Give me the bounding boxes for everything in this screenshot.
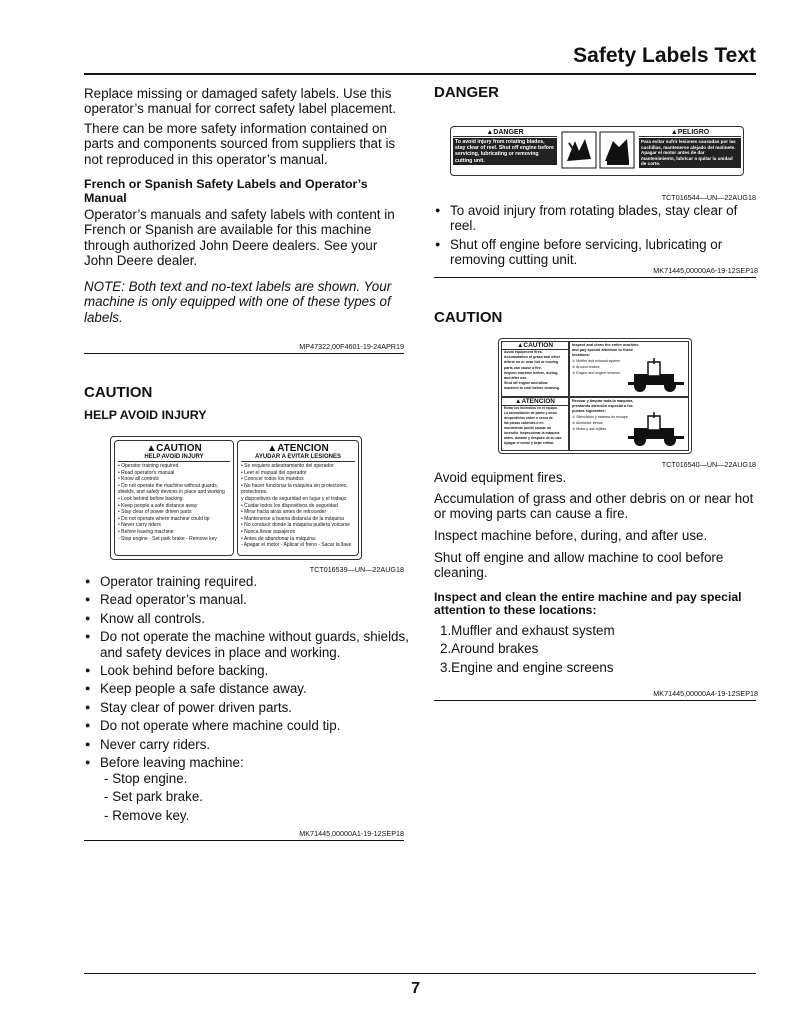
section-divider (434, 700, 756, 701)
label-line: antes, durante y después de su uso. (504, 436, 563, 440)
list-item: ● Shut off engine before servicing, lubricating or removing cutting unit. (434, 237, 760, 268)
list-item: ● Keep people a safe distance away. (84, 681, 410, 696)
label-line: machine to cool before cleaning. (504, 386, 560, 391)
caution-heading: CAUTION (84, 384, 153, 401)
label-line: and pay special attention to these (572, 347, 633, 352)
label-caution-lines (118, 461, 230, 542)
label-caution-subheader: HELP AVOID INJURY (144, 454, 204, 460)
intro-paragraph-2: There can be more safety information contained on parts and components sourced from suppliers that is not reproduced in this operator’s manual. (84, 121, 396, 167)
fire-paragraph-3: Inspect machine before, during, and after use. (434, 528, 708, 543)
list-item: ● Never carry riders. (84, 737, 410, 752)
label-code-caution: TCT016539—UN—22AUG18 (309, 565, 404, 574)
label-line: • Stay clear of power driven parts (118, 509, 192, 516)
label-line: • Know all controls (118, 476, 159, 483)
label-line: y dispositivos de seguridad en lugar y el trabajo (241, 495, 347, 502)
label-line: • Before leaving machine: (118, 528, 175, 535)
label-line: las piezas calientes o en (504, 421, 544, 425)
label-line: Inspect and clean the entire machine (572, 343, 639, 347)
label-line: prestando atención especial a los (572, 403, 633, 408)
fire-label-english-text (501, 341, 569, 397)
label-line: • Mantenerse a buena distancia de la máquina (241, 515, 344, 522)
label-line: • Leer el manual del operador (241, 469, 307, 476)
header-rule (84, 73, 756, 75)
label-atencion-subheader: AYUDAR A EVITAR LESIONES (255, 454, 341, 460)
label-english-panel (114, 440, 234, 556)
danger-bullet-list (434, 203, 760, 271)
caution-bullet-list (84, 574, 410, 773)
fire-paragraph-4: Shut off engine and allow machine to cool before cleaning. (434, 550, 724, 581)
before-leaving-sublist (84, 771, 404, 826)
label-danger-english (453, 129, 557, 171)
label-line: ① Silenciador y sistema de escape (572, 415, 628, 420)
section-divider (434, 277, 756, 278)
label-atencion-lines (241, 461, 355, 549)
label-line: • Read operator's manual (118, 469, 175, 476)
label-line: and after use. (504, 376, 528, 381)
list-item: ● Before leaving machine: (84, 755, 410, 770)
label-line: debris on or near hot or moving (504, 360, 559, 365)
list-item: 3.Engine and engine screens (440, 659, 614, 675)
label-line: ③ Engine and engine screens (572, 371, 620, 376)
label-line: • Mirar hacia atrás antes de retroceder (241, 509, 327, 516)
label-line: • Never carry riders (118, 522, 161, 529)
help-avoid-injury-heading: HELP AVOID INJURY (84, 408, 207, 422)
inspect-heading: Inspect and clean the entire machine and pay special attention to these locations: (434, 590, 742, 617)
label-line: puntos siguientes: (572, 408, 606, 413)
label-line: shields, and safety devices in place and working (118, 489, 225, 496)
label-line: movimiento puede causar un (504, 426, 551, 430)
label-line: parts can cause a fire. (504, 365, 542, 370)
label-danger-header: ▲DANGER (453, 129, 557, 137)
label-line: • Do not operate the machine without guards, (118, 482, 219, 489)
label-peligro-header: ▲PELIGRO (639, 129, 741, 137)
list-item: ● Read operator’s manual. (84, 592, 410, 607)
label-line: • No conducir donde la máquina pudiera volcarse (241, 522, 351, 529)
mower-diagram-icon (626, 356, 686, 394)
label-line: - Stop engine - Set park brake - Remove key (118, 535, 217, 542)
label-line: incendio. Inspeccionar la máquina (504, 431, 560, 435)
fire-paragraph-2: Accumulation of grass and other debris on or near hot or moving parts can cause a fire. (434, 491, 754, 522)
label-spanish-panel (237, 440, 359, 556)
label-line: ② Alrededor frenos (572, 421, 603, 426)
fire-label-lines-es (502, 406, 568, 446)
intro-paragraph-1: Replace missing or damaged safety labels. Use this operator’s manual for correct safety label placement. (84, 86, 397, 117)
label-line: Revisar y limpiar toda la máquina, (572, 399, 634, 403)
label-line: • Keep people a safe distance away (118, 502, 198, 509)
section-divider (84, 840, 404, 841)
label-line: ② Around brakes (572, 365, 600, 370)
rotating-blade-hazard-icon (561, 131, 635, 169)
mower-diagram-icon (626, 410, 686, 448)
label-peligro-text: Para evitar sufrir lesiones causadas por las cuchillas, mantenerse alejado del molinete. Apagar el motor antes de dar mantenimiento, lubricar o quitar la unidad de corte. (639, 138, 741, 168)
label-danger-spanish (639, 129, 741, 171)
list-item: 2.Around brakes (440, 641, 539, 657)
list-item: - Set park brake. (104, 789, 404, 804)
label-line: • Antes de abandonar la máquina: (241, 535, 317, 542)
label-line: Avoid equipment fires. (504, 350, 543, 354)
fire-paragraph-1: Avoid equipment fires. (434, 470, 567, 485)
label-line: Shut off engine and allow (504, 381, 548, 386)
label-atencion-header: ▲ATENCION (267, 443, 329, 454)
fire-caution-safety-label (498, 338, 692, 454)
caution-heading-right: CAUTION (434, 309, 503, 326)
page-title: Safety Labels Text (573, 44, 756, 67)
french-spanish-paragraph: Operator’s manuals and safety labels with content in French or Spanish are available for this machine through authorized John Deere dealers. See your John Deere dealer. (84, 207, 395, 269)
label-code-danger: TCT016544—UN—22AUG18 (661, 193, 756, 202)
reference-code-4: MK71445,00000A4-19-12SEP18 (653, 689, 758, 698)
fire-label-english-diagram (569, 341, 689, 397)
reference-code-3: MK71445,00000A6-19-12SEP18 (653, 266, 758, 275)
label-line: La acumulación de pasto y otros (504, 411, 557, 415)
list-item: ● Know all controls. (84, 611, 410, 626)
page-number: 7 (411, 980, 420, 997)
list-item: ● To avoid injury from rotating blades, stay clear of reel. (434, 203, 760, 234)
label-caution-header: ▲CAUTION (146, 443, 202, 454)
label-line: Evitar los incendios en el equipo. (504, 406, 558, 410)
label-line: ③ Motor y sus rejillas (572, 427, 606, 432)
inspect-numbered-list (436, 623, 758, 678)
label-line: • No hacer funcionar la máquina sin protectores, protectores, (241, 482, 348, 496)
label-line: ① Muffler and exhaust system (572, 359, 621, 364)
label-line: Apagar el motor y dejar enfriar. (504, 441, 555, 445)
list-item: ● Stay clear of power driven parts. (84, 700, 410, 715)
fire-label-spanish-text (501, 397, 569, 451)
caution-safety-label (110, 436, 362, 560)
label-line: desperdicios sobre o cerca de (504, 416, 553, 420)
label-line: • Operator training required (118, 463, 179, 469)
label-line: • Look behind before backing (118, 495, 183, 502)
danger-safety-label (450, 126, 744, 176)
list-item: ● Look behind before backing. (84, 663, 410, 678)
label-line: Accumulation of grass and other (504, 355, 561, 360)
label-line: • Cuidar todos los dispositivos de seguridad (241, 502, 338, 509)
danger-heading: DANGER (434, 84, 500, 101)
list-item: - Stop engine. (104, 771, 404, 786)
label-line: • Nunca llevar pasajeros (241, 528, 295, 535)
note-paragraph: NOTE: Both text and no-text labels are shown. Your machine is only equipped with one of these types of labels. (84, 279, 392, 325)
label-line: • Se requiere adiestramiento del operador (241, 463, 334, 469)
list-item: ● Do not operate where machine could tip. (84, 718, 410, 733)
fire-label-atencion-header: ▲ATENCION (502, 398, 568, 406)
list-item: - Remove key. (104, 808, 404, 823)
label-line: - Apagar el motor - Aplicar el freno - Sacar la llave (241, 542, 352, 549)
label-line: • Conocer todos los mandos (241, 476, 304, 483)
french-spanish-heading: French or Spanish Safety Labels and Operator’s Manual (84, 177, 368, 205)
list-item: ● Operator training required. (84, 574, 410, 589)
danger-pictograms (561, 131, 635, 169)
label-line: Inspect machine before, during, (504, 370, 559, 375)
label-code-fire-caution: TCT016540—UN—22AUG18 (661, 460, 756, 469)
fire-label-spanish-diagram (569, 397, 689, 451)
reference-code-2: MK71445,00000A1-19-12SEP18 (299, 829, 404, 838)
fire-label-caution-header: ▲CAUTION (502, 342, 568, 350)
footer-rule (84, 973, 756, 974)
fire-label-lines (502, 350, 568, 392)
section-divider (84, 353, 404, 354)
label-line: • Do not operate where machine could tip (118, 515, 210, 522)
reference-code-1: MP47322,00F4601-19-24APR19 (299, 342, 404, 351)
label-line: locations: (572, 352, 590, 357)
list-item: 1.Muffler and exhaust system (440, 623, 615, 638)
list-item: ● Do not operate the machine without guards, shields, and safety devices in place and working. (84, 629, 410, 660)
label-danger-text: To avoid injury from rotating blades, stay clear of reel. Shut off engine before servicing, lubricating or removing cutting unit. (453, 138, 557, 165)
